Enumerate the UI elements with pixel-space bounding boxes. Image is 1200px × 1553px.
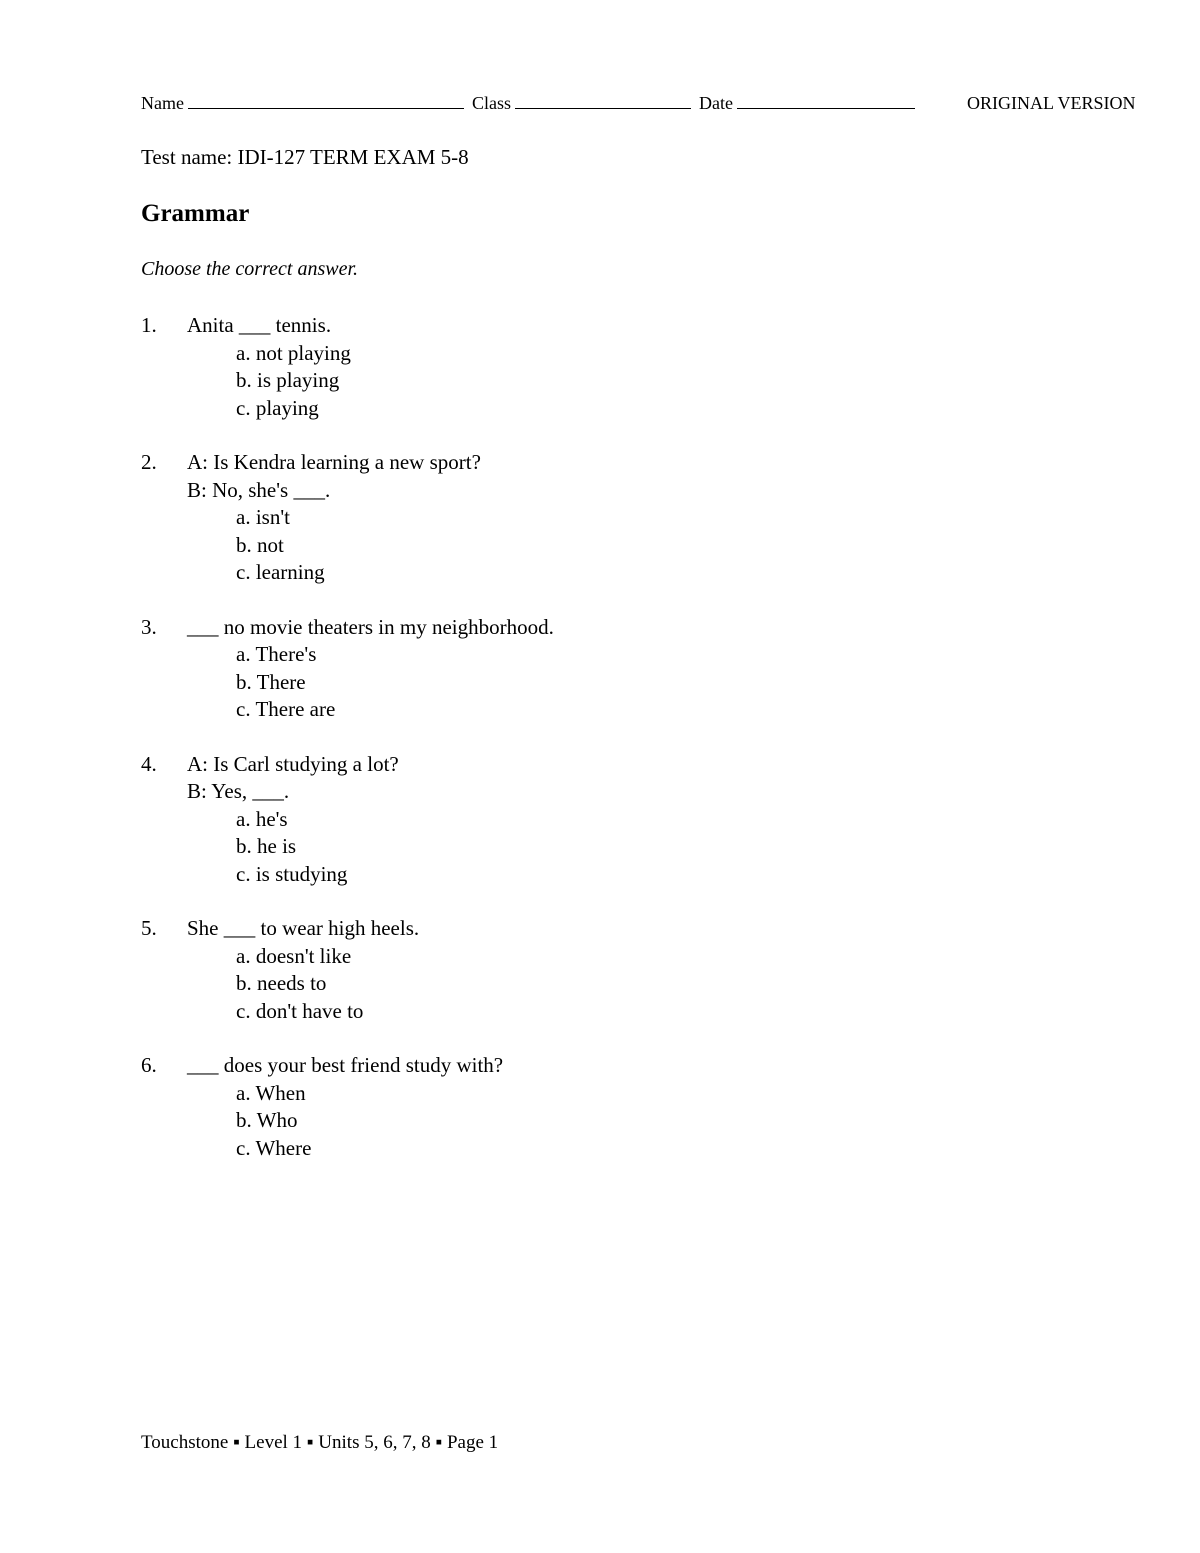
question-text: A: Is Carl studying a lot? (187, 751, 399, 776)
page-footer: Touchstone ▪ Level 1 ▪ Units 5, 6, 7, 8 ▪ Page 1 (141, 1432, 499, 1453)
question-item (141, 449, 1041, 587)
question-line (141, 312, 1041, 340)
answer-option-row (141, 861, 1041, 889)
question-line (141, 477, 1041, 505)
answer-option[interactable]: a. doesn't like (236, 943, 352, 968)
answer-option-row (141, 641, 1041, 669)
answer-option-row (141, 1107, 1041, 1135)
answer-option[interactable]: c. Where (236, 1135, 312, 1160)
test-name: Test name: IDI-127 TERM EXAM 5-8 (141, 145, 469, 169)
answer-option[interactable]: b. he is (236, 834, 297, 858)
question-line (141, 1052, 1041, 1080)
answer-option-row (141, 367, 1041, 395)
class-blank[interactable] (515, 92, 691, 109)
answer-option[interactable]: a. he's (236, 806, 288, 831)
question-line (141, 778, 1041, 806)
answer-option-row (141, 696, 1041, 724)
question-number: 4. (141, 751, 157, 776)
question-number: 1. (141, 313, 157, 337)
answer-option-row (141, 806, 1041, 834)
answer-option[interactable]: c. don't have to (236, 998, 364, 1023)
question-item (141, 312, 1041, 422)
answer-option[interactable]: c. There are (236, 697, 336, 721)
question-line (141, 751, 1041, 779)
question-item (141, 614, 1041, 724)
answer-option-row (141, 998, 1041, 1026)
section-title: Grammar (141, 200, 250, 227)
answer-option[interactable]: a. When (236, 1080, 306, 1105)
question-text: She ___ to wear high heels. (187, 916, 420, 940)
answer-option[interactable]: a. There's (236, 642, 317, 666)
question-list (141, 312, 1041, 1189)
answer-option-row (141, 340, 1041, 368)
question-text: A: Is Kendra learning a new sport? (187, 450, 481, 474)
question-item (141, 751, 1041, 889)
answer-option[interactable]: c. is studying (236, 861, 348, 886)
answer-option-row (141, 1080, 1041, 1108)
question-number: 3. (141, 614, 157, 639)
answer-option[interactable]: b. needs to (236, 971, 327, 995)
answer-option-row (141, 669, 1041, 697)
name-label: Name (141, 93, 184, 113)
answer-option[interactable]: b. is playing (236, 368, 340, 392)
answer-option-row (141, 1135, 1041, 1163)
answer-option-row (141, 970, 1041, 998)
answer-option-row (141, 833, 1041, 861)
answer-option[interactable]: b. There (236, 669, 306, 694)
name-blank[interactable] (188, 92, 464, 109)
question-number: 2. (141, 450, 157, 474)
answer-option-row (141, 395, 1041, 423)
answer-option[interactable]: b. not (236, 532, 284, 557)
question-item (141, 1052, 1041, 1162)
question-text: B: No, she's ___. (187, 477, 331, 502)
date-label: Date (699, 93, 733, 113)
answer-option[interactable]: c. playing (236, 395, 319, 420)
answer-option-row (141, 559, 1041, 587)
question-text: Anita ___ tennis. (187, 313, 332, 337)
student-info-header (141, 92, 1171, 114)
answer-option[interactable]: a. isn't (236, 505, 290, 529)
question-item (141, 915, 1041, 1025)
question-line (141, 614, 1041, 642)
question-line (141, 449, 1041, 477)
question-number: 6. (141, 1053, 157, 1077)
answer-option-row (141, 532, 1041, 560)
answer-option-row (141, 943, 1041, 971)
question-number: 5. (141, 916, 157, 940)
question-line (141, 915, 1041, 943)
version-label: ORIGINAL VERSION (966, 93, 1136, 113)
question-text: B: Yes, ___. (187, 779, 290, 803)
answer-option[interactable]: b. Who (236, 1108, 298, 1132)
answer-option[interactable]: a. not playing (236, 340, 351, 365)
answer-option-row (141, 504, 1041, 532)
question-text: ___ does your best friend study with? (187, 1053, 504, 1077)
date-blank[interactable] (737, 92, 915, 109)
answer-option[interactable]: c. learning (236, 560, 325, 584)
instructions: Choose the correct answer. (141, 258, 359, 280)
question-text: ___ no movie theaters in my neighborhood. (187, 614, 554, 639)
class-label: Class (471, 93, 511, 113)
